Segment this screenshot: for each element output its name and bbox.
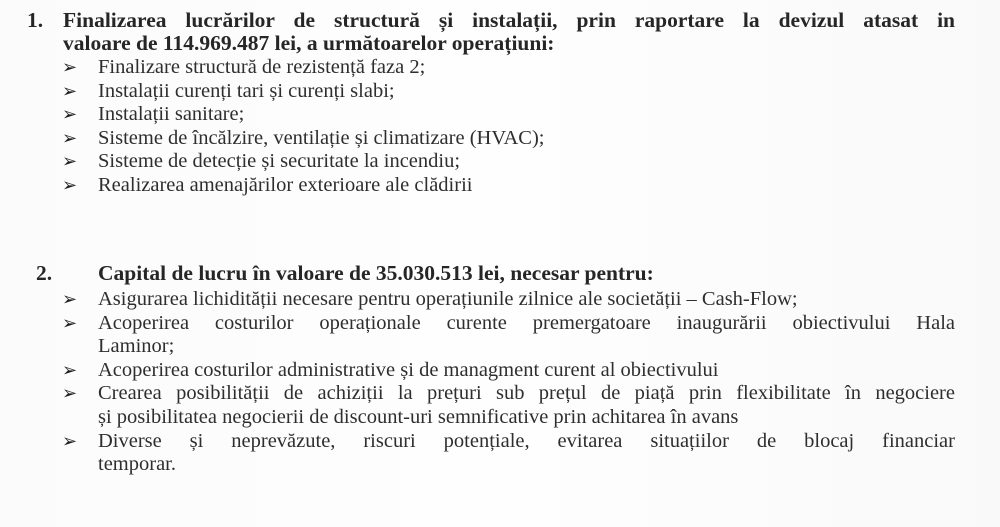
arrow-bullet-icon: ➢	[62, 151, 78, 172]
arrow-bullet-icon: ➢	[62, 174, 78, 195]
list-item: ➢ Realizarea amenajărilor exterioare ale clădirii	[62, 173, 473, 196]
list-item: ➢ Instalații sanitare;	[62, 103, 245, 126]
list-item: ➢ Asigurarea lichidității necesare pentru operațiunile zilnice ale societății – Cash-Flow;	[62, 288, 798, 310]
section-1-heading-line-2: valoare de 114.969.487 lei, a următoarelor operațiuni:	[63, 31, 555, 55]
list-item: ➢ Crearea posibilității de achiziții la prețuri sub prețul de piață prin flexibilitate în negociere și posibilitatea negocierii de discount-uri semnificative prin achitarea în avans	[62, 382, 955, 428]
section-1-heading-line-1: Finalizarea lucrărilor de structură și instalații, prin raportare la devizul atasat in	[63, 8, 955, 32]
list-item: ➢ Diverse și neprevăzute, riscuri potențiale, evitarea situațiilor de blocaj financiar temporar.	[62, 429, 955, 476]
arrow-bullet-icon: ➢	[62, 289, 78, 309]
arrow-bullet-icon: ➢	[62, 57, 78, 77]
arrow-bullet-icon: ➢	[62, 359, 78, 380]
arrow-bullet-icon: ➢	[62, 127, 78, 148]
section-1-list	[0, 56, 1000, 198]
list-item: ➢ Sisteme de detecție și securitate la incendiu;	[62, 150, 461, 173]
arrow-bullet-icon: ➢	[62, 104, 78, 125]
list-item: ➢ Sisteme de încălzire, ventilație și climatizare (HVAC);	[62, 126, 545, 149]
section-2-number: 2.	[36, 261, 53, 285]
arrow-bullet-icon: ➢	[62, 383, 78, 404]
section-2-list	[0, 288, 1000, 477]
list-item: ➢ Acoperirea costurilor administrative și de managment curent al obiectivului	[62, 358, 719, 381]
section-2-heading-text: Capital de lucru în valoare de 35.030.513 lei, necesar pentru:	[98, 261, 654, 285]
list-item: ➢ Finalizare structură de rezistență faza 2;	[62, 56, 426, 78]
section-1-number: 1.	[27, 8, 44, 32]
arrow-bullet-icon: ➢	[62, 430, 78, 451]
arrow-bullet-icon: ➢	[62, 312, 78, 333]
list-item: ➢ Acoperirea costurilor operaționale curente premergatoare inaugurării obiectivului Hala Laminor;	[62, 311, 955, 358]
arrow-bullet-icon: ➢	[62, 80, 78, 101]
list-item: ➢ Instalații curenți tari și curenți slabi;	[62, 79, 395, 102]
